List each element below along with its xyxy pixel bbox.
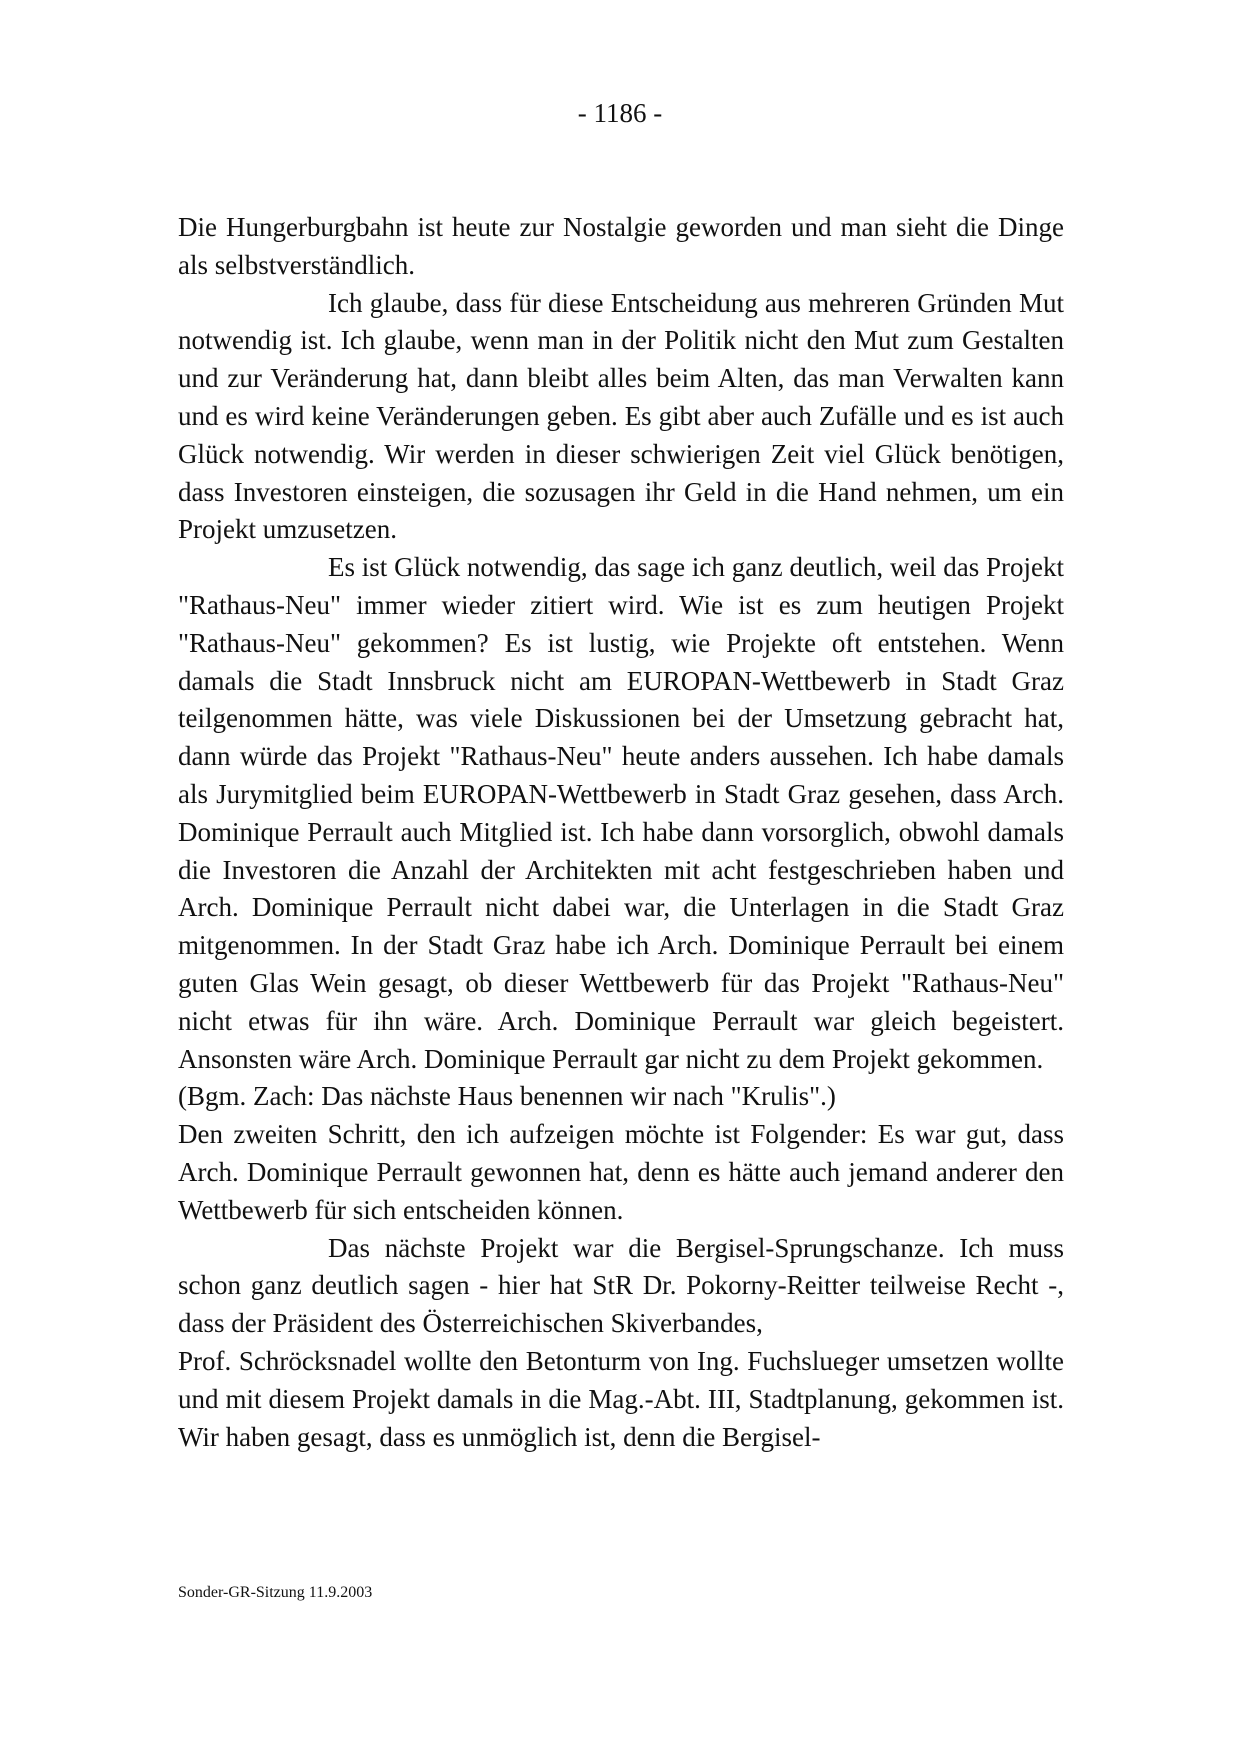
paragraph-1: Die Hungerburgbahn ist heute zur Nostalgie geworden und man sieht die Dinge als selbstverständlich.: [178, 212, 1064, 280]
footer-session-label: Sonder-GR-Sitzung 11.9.2003: [178, 1584, 373, 1601]
interjection: (Bgm. Zach: Das nächste Haus benennen wir nach "Krulis".): [178, 1081, 836, 1112]
paragraph-6: Das nächste Projekt war die Bergisel-Sprungschanze. Ich muss schon ganz deutlich sagen - hier hat StR Dr. Pokorny-Reitter teilweise Recht -, dass der Präsident des Österreichischen Skiverbandes,: [178, 1232, 1064, 1339]
paragraph-2: Ich glaube, dass für diese Entscheidung aus mehreren Gründen Mut notwendig ist. Ich glaube, wenn man in der Politik nicht den Mut zum Gestalten und zur Veränderung hat, dann bleibt alles beim Alten, das man Verwalten kann und es wird keine Veränderungen geben. Es gibt aber auch Zufälle und es ist auch Glück notwendig. Wir werden in dieser schwierigen Zeit viel Glück benötigen, dass Investoren einsteigen, die sozusagen ihr Geld in die Hand nehmen, um ein Projekt umzusetzen.: [178, 287, 1064, 545]
document-body: [178, 209, 1064, 1456]
page-number: - 1186 -: [577, 98, 663, 128]
paragraph-7: Prof. Schröcksnadel wollte den Betonturm von Ing. Fuchslueger umsetzen wollte und mit diesem Projekt damals in die Mag.-Abt. III, Stadtplanung, gekommen ist. Wir haben gesagt, dass es unmöglich ist, denn die Bergisel-: [178, 1345, 1064, 1452]
paragraph-3: Es ist Glück notwendig, das sage ich ganz deutlich, weil das Projekt "Rathaus-Neu" immer wieder zitiert wird. Wie ist es zum heutigen Projekt "Rathaus-Neu" gekommen? Es ist lustig, wie Projekte oft entstehen. Wenn damals die Stadt Innsbruck nicht am EUROPAN-Wettbewerb in Stadt Graz teilgenommen hätte, was viele Diskussionen bei der Umsetzung gebracht hat, dann würde das Projekt "Rathaus-Neu" heute anders aussehen. Ich habe damals als Jurymitglied beim EUROPAN-Wettbewerb in Stadt Graz gesehen, dass Arch. Dominique Perrault auch Mitglied ist. Ich habe dann vorsorglich, obwohl damals die Investoren die Anzahl der Architekten mit acht festgeschrieben haben und Arch. Dominique Perrault nicht dabei war, die Unterlagen in die Stadt Graz mitgenommen. In der Stadt Graz habe ich Arch. Dominique Perrault bei einem guten Glas Wein gesagt, ob dieser Wettbewerb für das Projekt "Rathaus-Neu" nicht etwas für ihn wäre. Arch. Dominique Perrault war gleich begeistert. Ansonsten wäre Arch. Dominique Perrault gar nicht zu dem Projekt gekommen.: [178, 552, 1064, 1074]
paragraph-5: Den zweiten Schritt, den ich aufzeigen möchte ist Folgender: Es war gut, dass Arch. Dominique Perrault gewonnen hat, denn es hätte auch jemand anderer den Wettbewerb für sich entscheiden können.: [178, 1119, 1064, 1225]
